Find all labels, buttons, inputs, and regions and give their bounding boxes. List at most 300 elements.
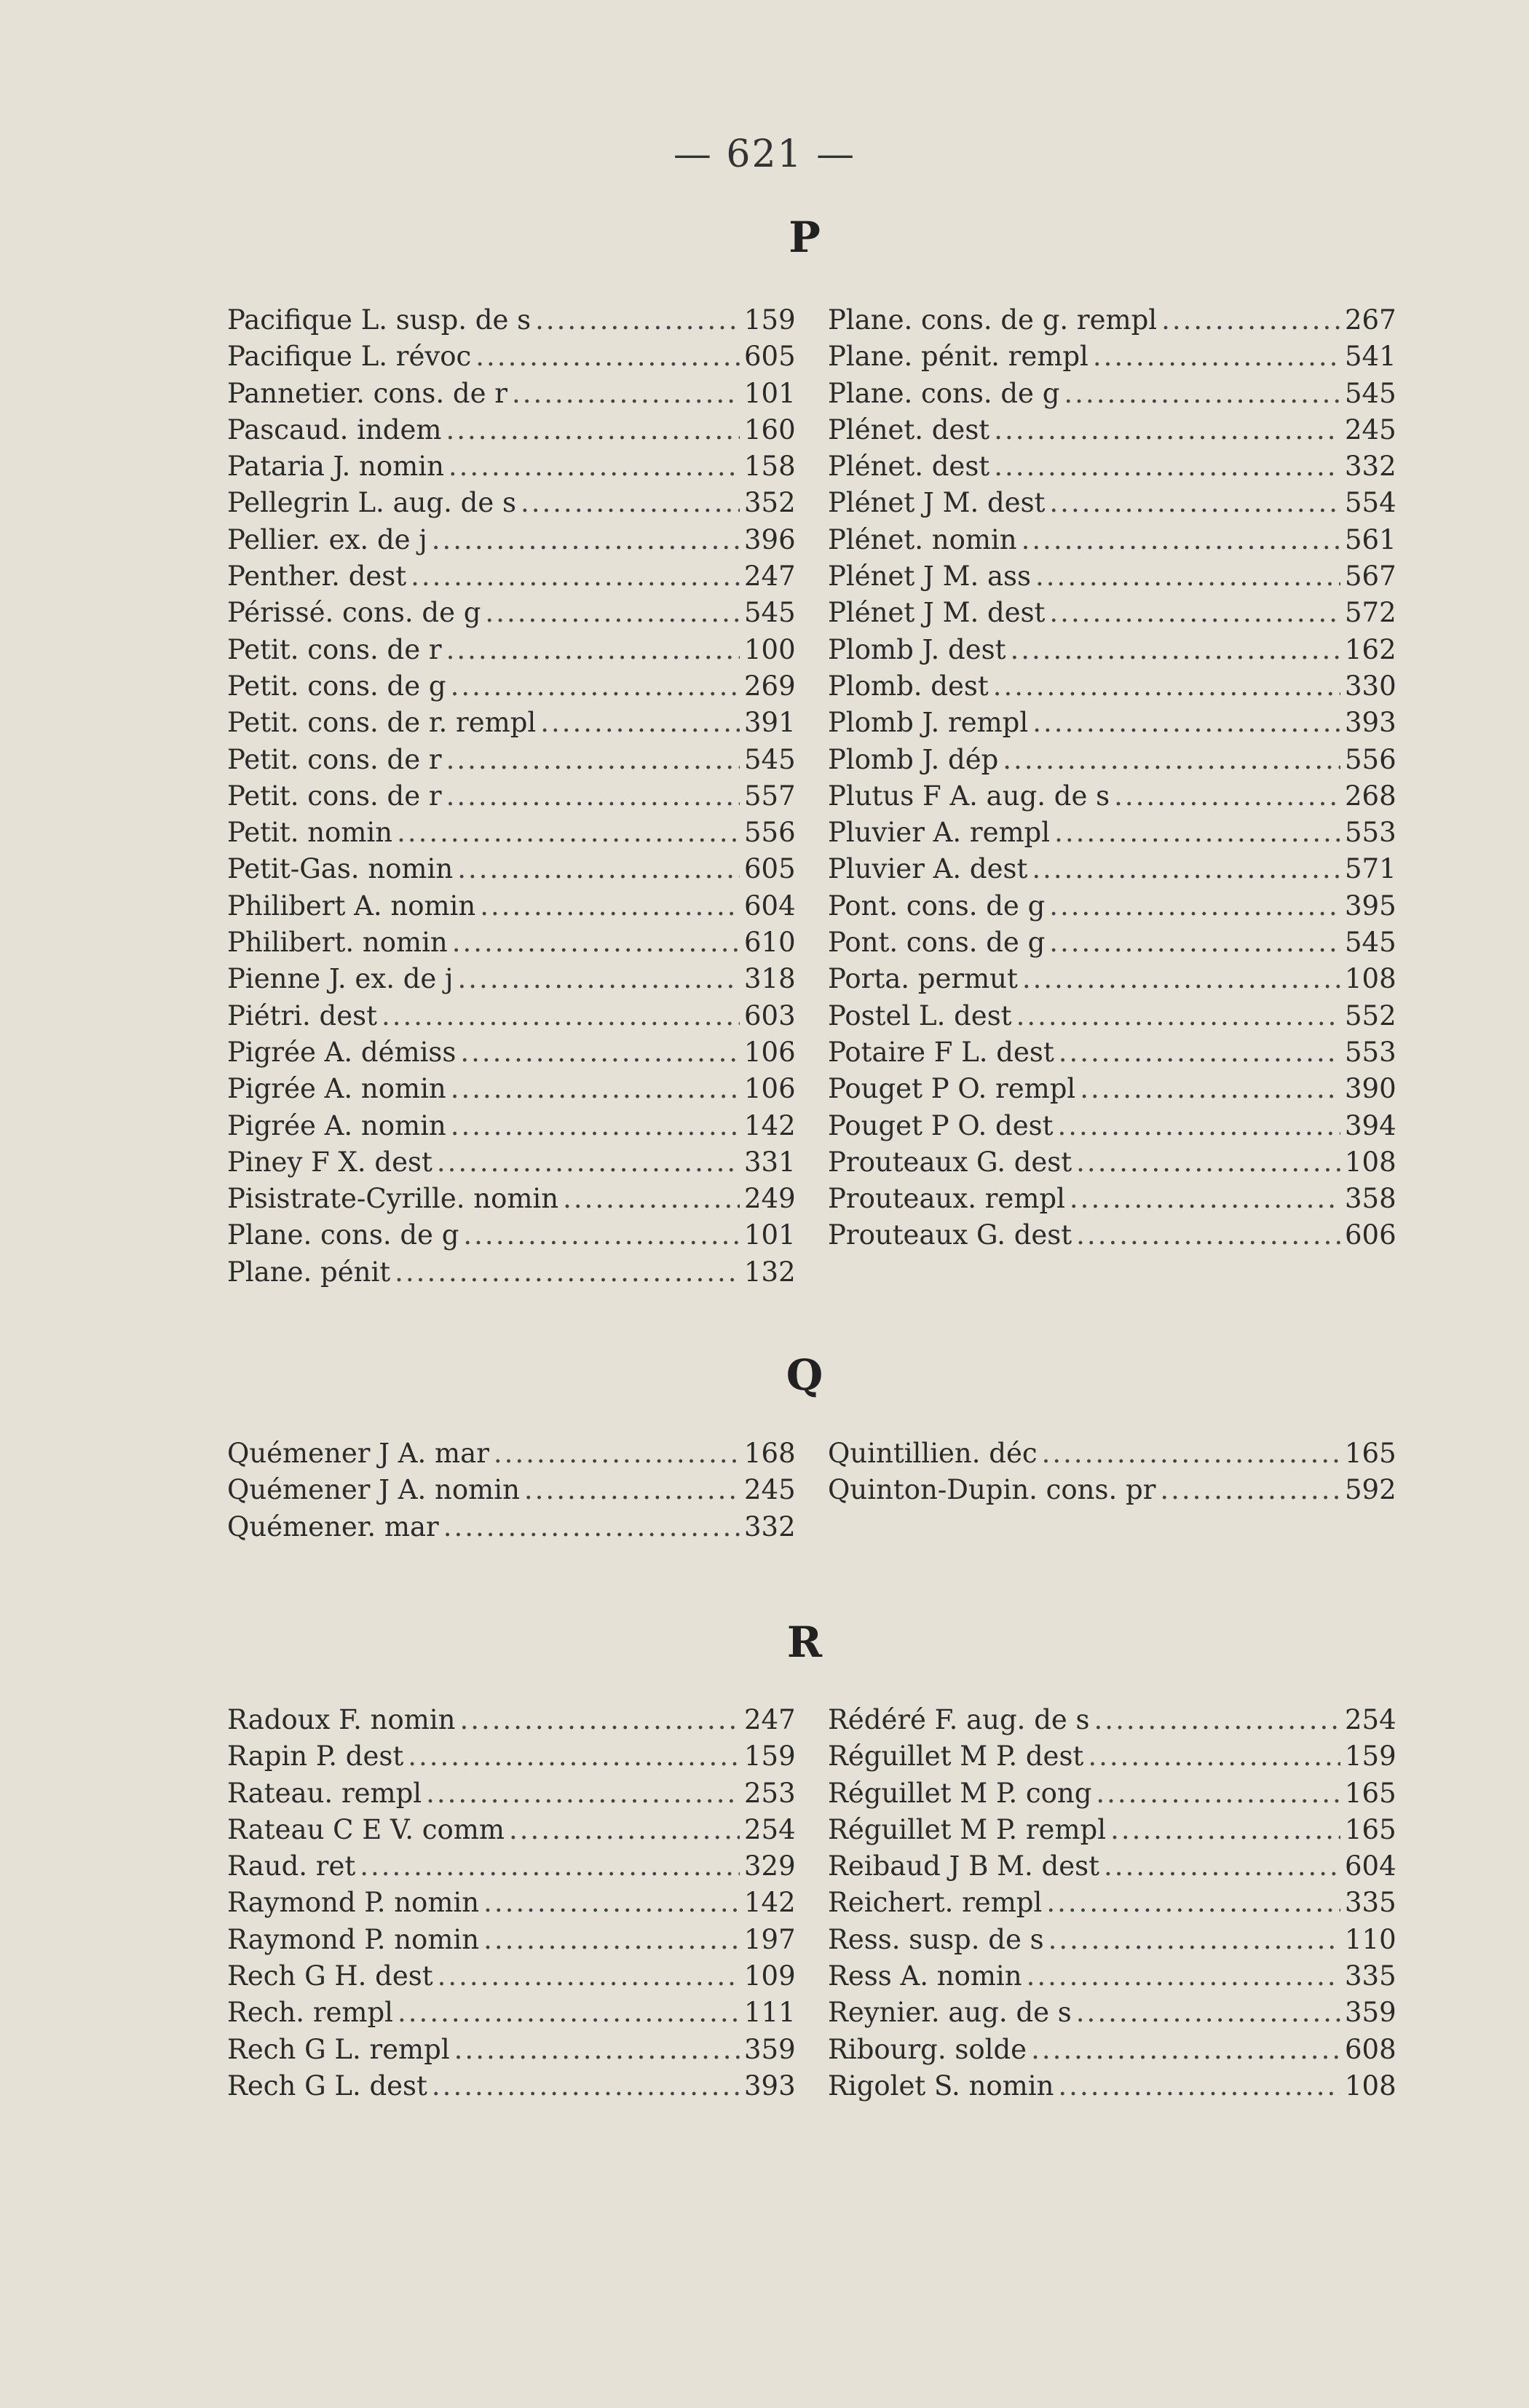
dot-leader xyxy=(994,448,1340,485)
index-entry xyxy=(227,1995,802,2031)
entry-page-number: 108 xyxy=(1345,963,1396,995)
entry-page-number: 556 xyxy=(744,817,796,849)
dot-leader xyxy=(426,1775,740,1812)
entry-name: Plomb J. dép xyxy=(828,743,999,775)
entry-page-number: 318 xyxy=(744,963,796,995)
index-entry xyxy=(828,2068,1403,2104)
entry-page-number: 545 xyxy=(744,743,796,775)
index-entry xyxy=(828,1775,1403,1812)
entry-page-number: 332 xyxy=(1345,451,1396,483)
index-entry xyxy=(828,1738,1403,1775)
entry-page-number: 603 xyxy=(744,999,796,1031)
entry-page-number: 159 xyxy=(744,304,796,336)
entry-page-number: 247 xyxy=(744,1704,796,1735)
entry-page-number: 557 xyxy=(744,780,796,812)
entry-page-number: 553 xyxy=(1345,1036,1396,1068)
dot-leader xyxy=(1064,376,1340,412)
entry-page-number: 165 xyxy=(1345,1777,1396,1809)
entry-name: Pigrée A. démiss xyxy=(227,1036,457,1068)
entry-name: Pannetier. cons. de r xyxy=(227,377,507,409)
index-entry xyxy=(828,778,1403,815)
entry-name: Petit. cons. de r xyxy=(227,780,442,812)
index-entry xyxy=(227,1702,802,1738)
dot-leader xyxy=(1049,888,1340,924)
dot-leader xyxy=(1031,2032,1340,2068)
entry-name: Plénet. dest xyxy=(828,413,990,445)
entry-page-number: 604 xyxy=(1345,1850,1396,1882)
dot-leader xyxy=(1046,1885,1340,1921)
index-entry xyxy=(828,1472,1403,1508)
dot-leader xyxy=(483,1885,740,1921)
entry-name: Plénet. dest xyxy=(828,451,990,483)
index-entry xyxy=(828,1812,1403,1848)
entry-name: Radoux F. nomin xyxy=(227,1704,456,1735)
dot-leader xyxy=(540,705,740,741)
dot-leader xyxy=(1161,302,1340,338)
section-letter-q: Q xyxy=(786,1350,823,1400)
index-entry xyxy=(227,1775,802,1812)
index-entry xyxy=(227,1812,802,1848)
page-number: — 621 — xyxy=(673,132,856,176)
dot-leader xyxy=(457,851,740,887)
entry-name: Prouteaux. rempl xyxy=(828,1183,1065,1215)
index-entry xyxy=(227,851,802,887)
entry-name: Pisistrate-Cyrille. nomin xyxy=(227,1183,559,1215)
index-entry xyxy=(227,448,802,485)
index-entry xyxy=(227,998,802,1034)
dot-leader xyxy=(446,742,740,778)
entry-name: Rech. rempl xyxy=(227,1997,394,2029)
dot-leader xyxy=(1027,1958,1340,1995)
entry-page-number: 541 xyxy=(1345,341,1396,373)
index-entry xyxy=(828,595,1403,631)
dot-leader xyxy=(1042,1435,1340,1472)
entry-page-number: 165 xyxy=(1345,1438,1396,1469)
dot-leader xyxy=(449,448,740,485)
entry-page-number: 394 xyxy=(1345,1109,1396,1141)
dot-leader xyxy=(480,888,740,924)
dot-leader xyxy=(1076,1995,1340,2031)
dot-leader xyxy=(1010,632,1340,668)
index-entry xyxy=(828,376,1403,412)
dot-leader xyxy=(1094,1702,1340,1738)
entry-name: Rigolet S. nomin xyxy=(828,2070,1054,2102)
entry-page-number: 605 xyxy=(744,853,796,885)
entry-name: Plénet J M. ass xyxy=(828,561,1032,593)
dot-leader xyxy=(452,924,740,961)
dot-leader xyxy=(398,1995,740,2031)
entry-name: Rech G L. dest xyxy=(227,2070,427,2102)
index-entry xyxy=(828,1108,1403,1144)
entry-page-number: 556 xyxy=(1345,743,1396,775)
dot-leader xyxy=(451,1108,740,1144)
index-entry xyxy=(828,851,1403,887)
entry-name: Potaire F L. dest xyxy=(828,1036,1054,1068)
index-entry xyxy=(828,1958,1403,1995)
dot-leader xyxy=(1016,998,1340,1034)
index-entry xyxy=(227,1848,802,1885)
entry-name: Raymond P. nomin xyxy=(227,1923,480,1955)
index-entry xyxy=(227,1254,802,1291)
index-entry xyxy=(828,1181,1403,1217)
entry-page-number: 545 xyxy=(744,597,796,629)
entry-name: Plane. pénit. rempl xyxy=(828,341,1089,373)
entry-page-number: 554 xyxy=(1345,487,1396,519)
entry-page-number: 132 xyxy=(744,1256,796,1288)
entry-page-number: 142 xyxy=(744,1887,796,1919)
index-entry xyxy=(828,1435,1403,1472)
entry-page-number: 162 xyxy=(1345,633,1396,665)
entry-page-number: 106 xyxy=(744,1073,796,1105)
entry-page-number: 358 xyxy=(1345,1183,1396,1215)
entry-name: Plane. cons. de g xyxy=(828,377,1060,409)
dot-leader xyxy=(1022,961,1340,997)
entry-name: Pascaud. indem xyxy=(227,413,442,445)
entry-name: Réguillet M P. cong xyxy=(828,1777,1092,1809)
entry-page-number: 330 xyxy=(1345,670,1396,702)
index-entry xyxy=(828,961,1403,997)
index-entry xyxy=(227,376,802,412)
dot-leader xyxy=(1022,522,1340,558)
dot-leader xyxy=(438,1958,740,1995)
entry-page-number: 390 xyxy=(1345,1073,1396,1105)
index-entry xyxy=(227,705,802,741)
entry-name: Ress. susp. de s xyxy=(828,1923,1044,1955)
entry-name: Pont. cons. de g xyxy=(828,890,1046,922)
dot-leader xyxy=(535,302,740,338)
dot-leader xyxy=(397,815,740,851)
entry-name: Raud. ret xyxy=(227,1850,356,1882)
entry-name: Quintillien. déc xyxy=(828,1438,1038,1469)
entry-page-number: 268 xyxy=(1345,780,1396,812)
entry-name: Rech G L. rempl xyxy=(227,2033,450,2065)
dot-leader xyxy=(1049,485,1340,521)
dot-leader xyxy=(451,668,740,705)
entry-page-number: 245 xyxy=(744,1474,796,1506)
dot-leader xyxy=(1058,2068,1340,2104)
dot-leader xyxy=(458,961,740,997)
index-entry xyxy=(227,1958,802,1995)
entry-name: Réguillet M P. rempl xyxy=(828,1813,1107,1845)
entry-page-number: 158 xyxy=(744,451,796,483)
entry-page-number: 395 xyxy=(1345,890,1396,922)
entry-name: Petit. cons. de r. rempl xyxy=(227,707,537,739)
entry-page-number: 605 xyxy=(744,341,796,373)
entry-name: Philibert. nomin xyxy=(227,927,448,959)
index-entry xyxy=(828,924,1403,961)
dot-leader xyxy=(454,2032,740,2068)
entry-name: Pacifique L. susp. de s xyxy=(227,304,532,336)
index-entry xyxy=(828,1144,1403,1181)
index-entry xyxy=(828,742,1403,778)
entry-page-number: 142 xyxy=(744,1109,796,1141)
entry-page-number: 393 xyxy=(744,2070,796,2102)
entry-name: Plomb J. rempl xyxy=(828,707,1029,739)
entry-name: Plomb J. dest xyxy=(828,633,1006,665)
dot-leader xyxy=(1048,1922,1340,1958)
section-q-right-column xyxy=(828,1435,1403,1509)
entry-name: Porta. permut xyxy=(828,963,1018,995)
entry-name: Quémener J A. nomin xyxy=(227,1474,520,1506)
index-entry xyxy=(227,595,802,631)
dot-leader xyxy=(382,998,740,1034)
entry-page-number: 393 xyxy=(1345,707,1396,739)
entry-name: Périssé. cons. de g xyxy=(227,597,481,629)
index-entry xyxy=(227,778,802,815)
entry-name: Plénet J M. dest xyxy=(828,597,1046,629)
entry-page-number: 108 xyxy=(1345,2070,1396,2102)
entry-page-number: 561 xyxy=(1345,523,1396,555)
entry-name: Penther. dest xyxy=(227,561,407,593)
entry-name: Postel L. dest xyxy=(828,999,1012,1031)
entry-name: Rech G H. dest xyxy=(227,1960,433,1992)
dot-leader xyxy=(485,595,740,631)
dot-leader xyxy=(563,1181,740,1217)
entry-page-number: 254 xyxy=(1345,1704,1396,1735)
index-entry xyxy=(828,705,1403,741)
entry-page-number: 572 xyxy=(1345,597,1396,629)
index-entry xyxy=(828,632,1403,668)
dot-leader xyxy=(1093,338,1340,375)
dot-leader xyxy=(395,1254,740,1291)
entry-page-number: 108 xyxy=(1345,1146,1396,1178)
index-entry xyxy=(227,742,802,778)
index-entry xyxy=(828,522,1403,558)
entry-page-number: 253 xyxy=(744,1777,796,1809)
index-entry xyxy=(227,1181,802,1217)
index-entry xyxy=(828,1702,1403,1738)
index-entry xyxy=(227,1034,802,1071)
index-entry xyxy=(227,1071,802,1107)
entry-page-number: 247 xyxy=(744,561,796,593)
entry-page-number: 159 xyxy=(1345,1740,1396,1773)
entry-name: Petit. nomin xyxy=(227,817,393,849)
index-entry xyxy=(227,632,802,668)
dot-leader xyxy=(524,1472,740,1508)
entry-name: Quémener J A. mar xyxy=(227,1438,489,1469)
entry-page-number: 545 xyxy=(1345,377,1396,409)
entry-page-number: 168 xyxy=(744,1438,796,1469)
index-entry xyxy=(828,668,1403,705)
entry-page-number: 160 xyxy=(744,413,796,445)
dot-leader xyxy=(451,1071,740,1107)
entry-name: Rapin P. dest xyxy=(227,1740,404,1773)
index-entry xyxy=(227,1217,802,1253)
dot-leader xyxy=(432,522,740,558)
entry-page-number: 101 xyxy=(744,1219,796,1251)
index-entry xyxy=(828,558,1403,595)
dot-leader xyxy=(1076,1217,1340,1253)
section-q-left-column xyxy=(227,1435,802,1545)
entry-name: Raymond P. nomin xyxy=(227,1887,480,1919)
entry-name: Pont. cons. de g xyxy=(828,927,1046,959)
dot-leader xyxy=(1049,595,1340,631)
dot-leader xyxy=(1160,1472,1340,1508)
dot-leader xyxy=(1114,778,1340,815)
entry-name: Pluvier A. dest xyxy=(828,853,1028,885)
index-entry xyxy=(828,998,1403,1034)
index-entry xyxy=(828,888,1403,924)
index-entry xyxy=(227,1108,802,1144)
entry-name: Pigrée A. nomin xyxy=(227,1109,446,1141)
index-entry xyxy=(227,1885,802,1921)
dot-leader xyxy=(512,376,740,412)
index-entry xyxy=(828,1848,1403,1885)
entry-name: Pellier. ex. de j xyxy=(227,523,427,555)
section-letter-p: P xyxy=(789,213,821,262)
entry-name: Plutus F A. aug. de s xyxy=(828,780,1110,812)
dot-leader xyxy=(460,1034,740,1071)
index-entry xyxy=(227,1435,802,1472)
entry-name: Pataria J. nomin xyxy=(227,451,444,483)
entry-page-number: 267 xyxy=(1345,304,1396,336)
index-entry xyxy=(227,924,802,961)
index-entry xyxy=(227,888,802,924)
entry-page-number: 335 xyxy=(1345,1887,1396,1919)
index-entry xyxy=(227,522,802,558)
dot-leader xyxy=(459,1702,740,1738)
index-entry xyxy=(828,302,1403,338)
dot-leader xyxy=(1059,1034,1340,1071)
entry-name: Pouget P O. rempl xyxy=(828,1073,1076,1105)
index-entry xyxy=(227,1738,802,1775)
index-entry xyxy=(828,338,1403,375)
dot-leader xyxy=(437,1144,740,1181)
index-entry xyxy=(227,668,802,705)
entry-page-number: 254 xyxy=(744,1813,796,1845)
dot-leader xyxy=(446,778,740,815)
entry-name: Reynier. aug. de s xyxy=(828,1997,1072,2029)
entry-name: Petit. cons. de r xyxy=(227,633,442,665)
dot-leader xyxy=(509,1812,740,1848)
entry-name: Pacifique L. révoc xyxy=(227,341,472,373)
dot-leader xyxy=(1080,1071,1340,1107)
section-p-left-column xyxy=(227,302,802,1291)
entry-page-number: 101 xyxy=(744,377,796,409)
index-entry xyxy=(227,961,802,997)
entry-page-number: 545 xyxy=(1345,927,1396,959)
dot-leader xyxy=(446,412,740,448)
entry-name: Pienne J. ex. de j xyxy=(227,963,454,995)
entry-name: Pluvier A. rempl xyxy=(828,817,1051,849)
index-entry xyxy=(828,815,1403,851)
dot-leader xyxy=(1070,1181,1340,1217)
entry-page-number: 606 xyxy=(1345,1219,1396,1251)
entry-page-number: 552 xyxy=(1345,999,1396,1031)
entry-page-number: 391 xyxy=(744,707,796,739)
dot-leader xyxy=(1032,705,1340,741)
index-entry xyxy=(828,1922,1403,1958)
dot-leader xyxy=(483,1922,740,1958)
index-entry xyxy=(227,2068,802,2104)
dot-leader xyxy=(443,1509,740,1545)
entry-name: Petit-Gas. nomin xyxy=(227,853,454,885)
entry-page-number: 604 xyxy=(744,890,796,922)
index-entry xyxy=(227,338,802,375)
dot-leader xyxy=(360,1848,740,1885)
dot-leader xyxy=(1110,1812,1340,1848)
index-entry xyxy=(227,1922,802,1958)
entry-page-number: 110 xyxy=(1345,1923,1396,1955)
index-entry xyxy=(828,1071,1403,1107)
entry-page-number: 159 xyxy=(744,1740,796,1773)
index-entry xyxy=(828,1995,1403,2031)
entry-page-number: 111 xyxy=(744,1997,796,2029)
entry-name: Prouteaux G. dest xyxy=(828,1146,1072,1178)
entry-name: Ress A. nomin xyxy=(828,1960,1022,1992)
entry-name: Ribourg. solde xyxy=(828,2033,1027,2065)
dot-leader xyxy=(463,1217,740,1253)
dot-leader xyxy=(432,2068,740,2104)
entry-page-number: 352 xyxy=(744,487,796,519)
dot-leader xyxy=(494,1435,740,1472)
entry-page-number: 567 xyxy=(1345,561,1396,593)
entry-page-number: 329 xyxy=(744,1850,796,1882)
index-entry xyxy=(828,1885,1403,1921)
dot-leader xyxy=(1003,742,1340,778)
index-entry xyxy=(227,1144,802,1181)
entry-name: Plane. cons. de g xyxy=(227,1219,459,1251)
entry-page-number: 553 xyxy=(1345,817,1396,849)
dot-leader xyxy=(475,338,740,375)
index-entry xyxy=(227,1472,802,1508)
entry-page-number: 245 xyxy=(1345,413,1396,445)
entry-name: Rédéré F. aug. de s xyxy=(828,1704,1090,1735)
entry-name: Petit. cons. de r xyxy=(227,743,442,775)
entry-name: Pigrée A. nomin xyxy=(227,1073,446,1105)
dot-leader xyxy=(521,485,740,521)
index-entry xyxy=(227,558,802,595)
entry-page-number: 592 xyxy=(1345,1474,1396,1506)
index-entry xyxy=(828,2032,1403,2068)
entry-page-number: 359 xyxy=(744,2033,796,2065)
entry-name: Reichert. rempl xyxy=(828,1887,1043,1919)
entry-page-number: 331 xyxy=(744,1146,796,1178)
dot-leader xyxy=(1035,558,1340,595)
entry-page-number: 610 xyxy=(744,927,796,959)
entry-page-number: 100 xyxy=(744,633,796,665)
dot-leader xyxy=(1104,1848,1340,1885)
entry-name: Pouget P O. dest xyxy=(828,1109,1054,1141)
entry-name: Plénet. nomin xyxy=(828,523,1017,555)
entry-page-number: 396 xyxy=(744,523,796,555)
entry-page-number: 332 xyxy=(744,1510,796,1542)
index-entry xyxy=(227,412,802,448)
dot-leader xyxy=(1054,815,1340,851)
index-entry xyxy=(828,1034,1403,1071)
index-entry xyxy=(227,2032,802,2068)
entry-page-number: 269 xyxy=(744,670,796,702)
index-entry xyxy=(227,485,802,521)
entry-name: Réguillet M P. dest xyxy=(828,1740,1084,1773)
index-entry xyxy=(227,815,802,851)
entry-name: Reibaud J B M. dest xyxy=(828,1850,1099,1882)
section-letter-r: R xyxy=(786,1617,823,1667)
index-entry xyxy=(828,1217,1403,1253)
dot-leader xyxy=(1096,1775,1340,1812)
dot-leader xyxy=(1076,1144,1340,1181)
index-entry xyxy=(828,485,1403,521)
entry-name: Quinton-Dupin. cons. pr xyxy=(828,1474,1156,1506)
dot-leader xyxy=(993,668,1340,705)
index-entry xyxy=(828,448,1403,485)
entry-page-number: 197 xyxy=(744,1923,796,1955)
dot-leader xyxy=(1088,1738,1340,1775)
entry-page-number: 249 xyxy=(744,1183,796,1215)
entry-page-number: 335 xyxy=(1345,1960,1396,1992)
entry-name: Quémener. mar xyxy=(227,1510,439,1542)
entry-name: Plomb. dest xyxy=(828,670,989,702)
